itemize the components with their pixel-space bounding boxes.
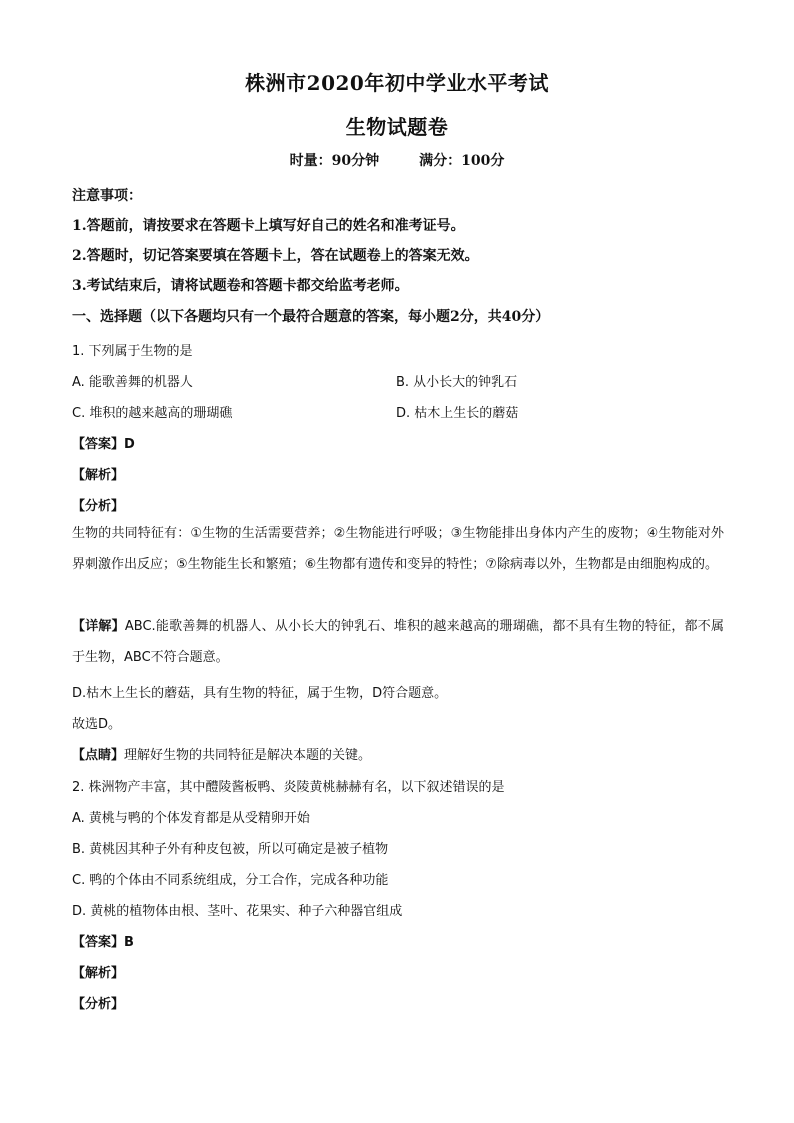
q2-stem: 2. 株洲物产丰富，其中醴陵酱板鸭、炎陵黄桃赫赫有名，以下叙述错误的是 bbox=[72, 780, 505, 795]
q1-stem: 1. 下列属于生物的是 bbox=[72, 344, 193, 359]
notice-item-3: 3.考试结束后，请将试题卷和答题卡都交给监考老师。 bbox=[72, 278, 409, 294]
q1-detail bbox=[72, 611, 724, 673]
q1-jiexi-label: 【解析】 bbox=[72, 468, 125, 483]
q1-answer: 【答案】D bbox=[72, 437, 135, 452]
q1-comment-tag: 【点睛】 bbox=[72, 748, 125, 763]
q1-comment-text: 理解好生物的共同特征是解决本题的关键。 bbox=[124, 748, 372, 763]
exam-subtitle: 生物试题卷 bbox=[345, 115, 449, 139]
q2-option-d: D. 黄桃的植物体由根、茎叶、花果实、种子六种器官组成 bbox=[72, 904, 403, 919]
exam-title: 株洲市2020年初中学业水平考试 bbox=[245, 71, 549, 95]
q1-option-a: A. 能歌善舞的机器人 bbox=[72, 375, 193, 390]
q1-option-d: D. 枯木上生长的蘑菇 bbox=[396, 406, 519, 421]
q1-option-b: B. 从小长大的钟乳石 bbox=[396, 375, 518, 390]
notice-item-1: 1.答题前，请按要求在答题卡上填写好自己的姓名和准考证号。 bbox=[72, 218, 465, 234]
q1-detail-2: D.枯木上生长的蘑菇，具有生物的特征，属于生物，D符合题意。 bbox=[72, 686, 448, 701]
q2-jiexi-label: 【解析】 bbox=[72, 966, 125, 981]
notice-heading: 注意事项： bbox=[72, 188, 142, 204]
q2-option-b: B. 黄桃因其种子外有种皮包被，所以可确定是被子植物 bbox=[72, 842, 389, 857]
exam-score: 满分：100分 bbox=[419, 153, 505, 169]
q1-detail-tag: 【详解】 bbox=[72, 619, 125, 634]
q1-analysis: 生物的共同特征有：①生物的生活需要营养；②生物能进行呼吸；③生物能排出身体内产生的废物；④生物能对外界刺激作出反应；⑤生物能生长和繁殖；⑥生物都有遗传和变异的特性；⑦除病毒以外，生物都是由细胞构成的。 bbox=[72, 526, 724, 572]
q2-fenxi-label: 【分析】 bbox=[72, 997, 125, 1012]
q2-answer: 【答案】B bbox=[72, 935, 134, 950]
q1-choose: 故选D。 bbox=[72, 717, 122, 732]
exam-meta bbox=[0, 150, 794, 170]
q1-comment bbox=[72, 744, 732, 763]
q1-fenxi-label: 【分析】 bbox=[72, 499, 125, 514]
q2-option-c: C. 鸭的个体由不同系统组成，分工合作，完成各种功能 bbox=[72, 873, 389, 888]
q2-option-a: A. 黄桃与鸭的个体发育都是从受精卵开始 bbox=[72, 811, 310, 826]
section-heading: 一、选择题（以下各题均只有一个最符合题意的答案，每小题2分，共40分） bbox=[72, 309, 550, 325]
notice-item-2: 2.答题时，切记答案要填在答题卡上，答在试题卷上的答案无效。 bbox=[72, 248, 479, 264]
exam-time: 时量：90分钟 bbox=[289, 153, 380, 169]
q1-detail-text: ABC.能歌善舞的机器人、从小长大的钟乳石、堆积的越来越高的珊瑚礁，都不具有生物的特征，都不属于生物，ABC不符合题意。 bbox=[72, 619, 724, 665]
q1-option-c: C. 堆积的越来越高的珊瑚礁 bbox=[72, 406, 233, 421]
